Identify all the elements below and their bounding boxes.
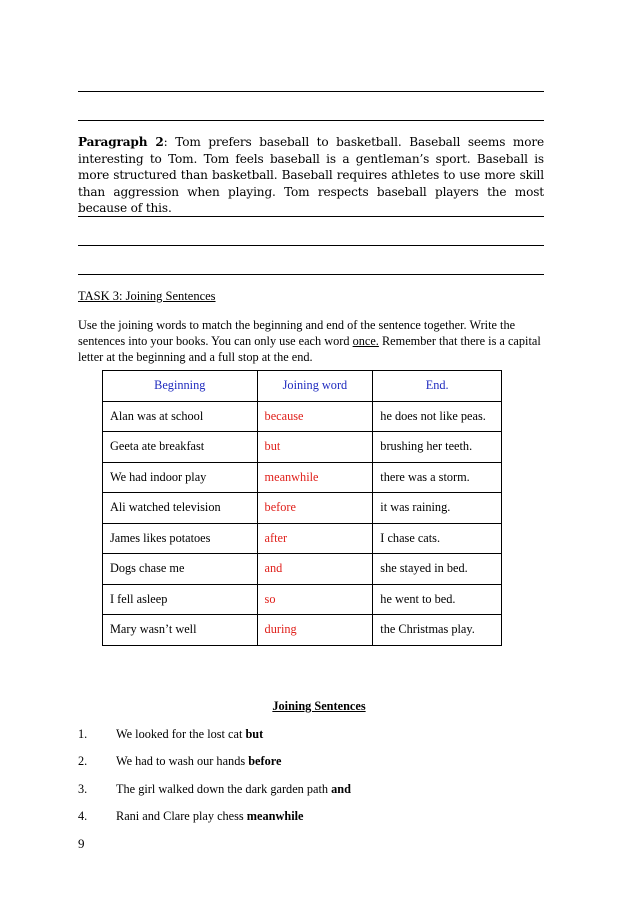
joining-sentences-list <box>78 727 548 836</box>
cell-joining-word: and <box>257 554 373 585</box>
cell-joining-word: before <box>257 493 373 524</box>
joining-word: before <box>248 754 282 769</box>
cell-joining-word: during <box>257 615 373 646</box>
table-row <box>103 401 502 432</box>
list-item <box>78 754 548 781</box>
cell-end: he went to bed. <box>373 584 502 615</box>
item-text <box>116 727 263 742</box>
cell-joining-word: after <box>257 523 373 554</box>
list-item <box>78 809 548 836</box>
cell-beginning: Alan was at school <box>103 401 258 432</box>
paragraph-text: : Tom prefers baseball to basketball. Baseball seems more interesting to Tom. Tom feels baseball is a gentleman’s sport. Baseball is more structured than basketball. Baseball requires athletes to use more skill than aggression when playing. Tom respects baseball players the most because of this. <box>78 135 545 215</box>
list-item <box>78 782 548 809</box>
cell-end: I chase cats. <box>373 523 502 554</box>
header-joining-word: Joining word <box>257 371 373 402</box>
task-instructions <box>78 317 548 365</box>
item-number: 4. <box>78 808 88 823</box>
cell-joining-word: meanwhile <box>257 462 373 493</box>
list-item <box>78 727 548 754</box>
table-row <box>103 523 502 554</box>
cell-end: the Christmas play. <box>373 615 502 646</box>
table-row <box>103 432 502 463</box>
page-number: 9 <box>78 836 85 851</box>
task-heading: TASK 3: Joining Sentences <box>78 289 216 303</box>
cell-end: it was raining. <box>373 493 502 524</box>
paragraph-label: Paragraph 2 <box>78 135 164 149</box>
sentence-start: Rani and Clare play chess <box>116 808 247 823</box>
table-row <box>103 493 502 524</box>
cell-beginning: I fell asleep <box>103 584 258 615</box>
cell-beginning: James likes potatoes <box>103 523 258 554</box>
item-number: 2. <box>78 754 88 769</box>
cell-beginning: Dogs chase me <box>103 554 258 585</box>
header-beginning: Beginning <box>103 371 258 402</box>
cell-joining-word: but <box>257 432 373 463</box>
item-text <box>116 782 351 797</box>
table-row <box>103 584 502 615</box>
cell-end: brushing her teeth. <box>373 432 502 463</box>
item-number: 3. <box>78 781 88 796</box>
sentence-start: We had to wash our hands <box>116 754 249 769</box>
joining-word: but <box>245 727 264 741</box>
cell-beginning: Mary wasn’t well <box>103 615 258 646</box>
joining-word: and <box>331 781 351 796</box>
table-row <box>103 462 502 493</box>
joining-sentences-title: Joining Sentences <box>272 699 366 713</box>
cell-end: she stayed in bed. <box>373 554 502 585</box>
writing-line <box>78 245 544 246</box>
table-row <box>103 554 502 585</box>
joining-word: meanwhile <box>246 808 304 823</box>
sentence-start: The girl walked down the dark garden path <box>116 781 332 796</box>
cell-end: he does not like peas. <box>373 401 502 432</box>
cell-beginning: Geeta ate breakfast <box>103 432 258 463</box>
cell-joining-word: so <box>257 584 373 615</box>
writing-line <box>78 274 544 275</box>
header-end: End. <box>373 371 502 402</box>
writing-line <box>78 91 544 92</box>
paragraph-2 <box>78 134 544 217</box>
instructions-text-continued: Remember that there is a capital letter at the beginning and a full stop at the end. <box>78 334 541 364</box>
sentence-start: We looked for the lost cat <box>116 727 246 741</box>
writing-line <box>78 216 544 217</box>
cell-end: there was a storm. <box>373 462 502 493</box>
item-text <box>116 809 304 824</box>
cell-beginning: We had indoor play <box>103 462 258 493</box>
item-number: 1. <box>78 727 88 741</box>
joining-words-table <box>102 370 502 646</box>
instructions-emphasis: once. <box>352 334 379 348</box>
table-row <box>103 615 502 646</box>
instructions-text: Use the joining words to match the beginning and end of the sentence together. Write the sentences into your books. You can only use each word <box>78 318 516 348</box>
writing-line <box>78 120 544 121</box>
table-header-row <box>103 371 502 402</box>
cell-beginning: Ali watched television <box>103 493 258 524</box>
cell-joining-word: because <box>257 401 373 432</box>
item-text <box>116 754 281 769</box>
